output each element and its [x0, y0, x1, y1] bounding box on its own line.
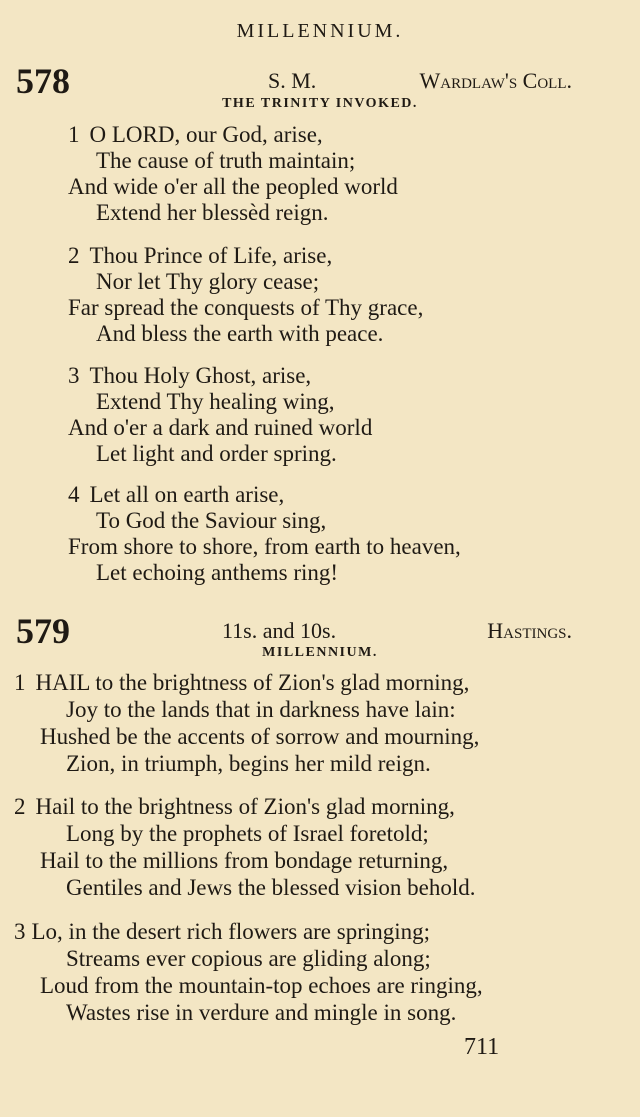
verse-line: Long by the prophets of Israel foretold;	[66, 821, 429, 846]
verse-text: Let all on earth arise,	[89, 482, 285, 507]
verse-number: 4	[68, 482, 80, 507]
verse-line: And wide o'er all the peopled world	[68, 174, 398, 199]
verse-line: Loud from the mountain-top echoes are ringing,	[40, 973, 483, 998]
verse-line: Joy to the lands that in darkness have lain:	[66, 697, 456, 722]
verse-number: 3	[68, 363, 80, 388]
verse-line: From shore to shore, from earth to heaven,	[68, 534, 461, 559]
verse-line	[14, 919, 430, 945]
verse-line: The cause of truth maintain;	[96, 148, 356, 173]
verse-line: And bless the earth with peace.	[96, 321, 384, 346]
hymn-number: 579	[16, 611, 70, 651]
verse-line: Extend Thy healing wing,	[96, 389, 335, 414]
running-head: MILLENNIUM.	[236, 20, 404, 42]
hymn-header-579	[0, 610, 640, 650]
verse-number: 1	[14, 670, 26, 695]
verse-line	[68, 363, 311, 389]
verse-line	[68, 482, 284, 508]
hymn-tune: Hastings.	[487, 618, 572, 643]
hymn-subtitle: MILLENNIUM.	[262, 645, 378, 660]
hymn-subtitle: THE TRINITY INVOKED.	[222, 96, 418, 111]
verse-line: Let light and order spring.	[96, 441, 337, 466]
verse-line	[14, 794, 455, 820]
verse-text: Lo, in the desert rich flowers are springing;	[31, 919, 431, 944]
verse-line: Nor let Thy glory cease;	[96, 269, 320, 294]
verse-line: Hushed be the accents of sorrow and mourning,	[40, 724, 480, 749]
page-number: 711	[464, 1034, 500, 1060]
hymn-meter: 11s. and 10s.	[222, 618, 337, 643]
verse-text: Hail to the brightness of Zion's glad morning,	[35, 794, 455, 819]
verse-text: Thou Holy Ghost, arise,	[89, 363, 312, 388]
verse-line	[68, 243, 332, 269]
hymn-number: 578	[16, 61, 70, 101]
verse-line: Zion, in triumph, begins her mild reign.	[66, 751, 431, 776]
verse-line: Hail to the millions from bondage returning,	[40, 848, 449, 873]
verse-line	[14, 670, 469, 696]
verse-line: Let echoing anthems ring!	[96, 560, 339, 585]
verse-line: Gentiles and Jews the blessed vision behold.	[66, 875, 476, 900]
verse-line	[68, 122, 323, 148]
verse-line: Wastes rise in verdure and mingle in song.	[66, 1000, 457, 1025]
verse-text: Thou Prince of Life, arise,	[89, 243, 333, 268]
hymn-meter: S. M.	[268, 68, 317, 93]
verse-line: Far spread the conquests of Thy grace,	[68, 295, 424, 320]
verse-line: To God the Saviour sing,	[96, 508, 327, 533]
verse-text: HAIL to the brightness of Zion's glad morning,	[35, 670, 470, 695]
verse-number: 2	[14, 794, 26, 819]
verse-line: And o'er a dark and ruined world	[68, 415, 373, 440]
verse-line: Extend her blessèd reign.	[96, 200, 329, 225]
verse-line: Streams ever copious are gliding along;	[66, 946, 431, 971]
verse-text: O LORD, our God, arise,	[89, 122, 323, 147]
hymn-header-578	[0, 60, 640, 100]
verse-number: 2	[68, 243, 80, 268]
hymn-tune: Wardlaw's Coll.	[419, 68, 572, 93]
verse-number: 3	[14, 919, 26, 944]
verse-number: 1	[68, 122, 80, 147]
